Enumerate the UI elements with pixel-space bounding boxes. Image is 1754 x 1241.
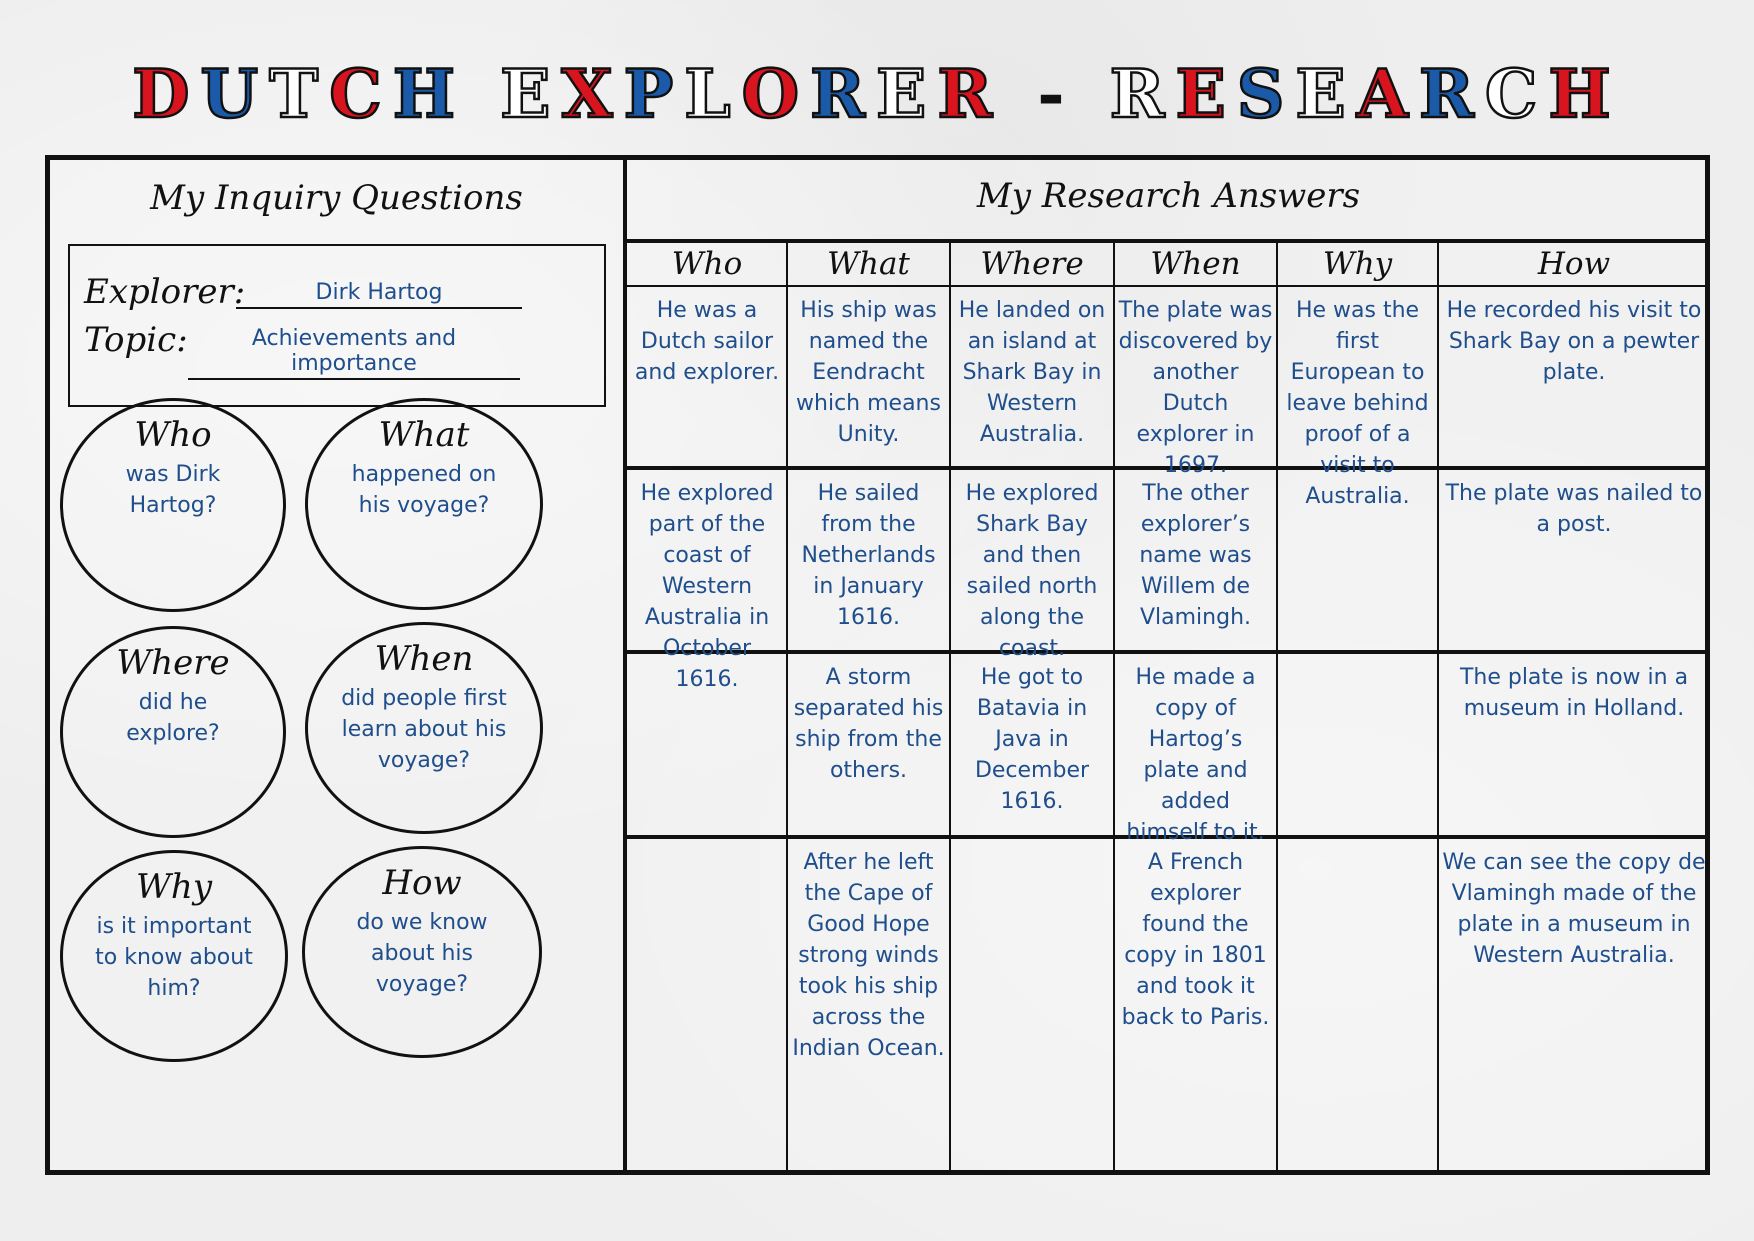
- answer-cell: The plate was discovered by another Dutch explorer in 1697.: [1118, 298, 1273, 478]
- worksheet-frame: [45, 155, 1710, 1175]
- title-letter: T: [269, 55, 330, 133]
- question-circle-where: [60, 626, 286, 838]
- question-text: happened on his voyage?: [351, 462, 497, 518]
- question-text: did people first learn about his voyage?: [341, 686, 507, 773]
- answers-grid: [627, 241, 1710, 1170]
- answer-cell: A storm separated his ship from the others.: [793, 665, 944, 783]
- question-word: Why: [135, 867, 213, 907]
- question-text: is it important to know about him?: [95, 914, 253, 1001]
- answer-cell: His ship was named the Eendracht which means Unity.: [796, 298, 941, 447]
- title-letter: -: [1037, 55, 1076, 133]
- title-letter: D: [132, 55, 201, 133]
- question-circle-when: [305, 622, 543, 834]
- page-title: [0, 55, 1754, 133]
- question-word: What: [378, 415, 470, 455]
- answer-cell: He was the first European to leave behind proof of a visit to Australia.: [1286, 298, 1429, 509]
- title-letter: R: [1418, 55, 1485, 133]
- title-letter: E: [500, 55, 562, 133]
- answer-cell: [627, 654, 787, 835]
- answer-cell: After he left the Cape of Good Hope strong winds took his ship across the Indian Ocean.: [792, 850, 945, 1061]
- answer-cell: The other explorer’s name was Willem de Vlamingh.: [1139, 481, 1252, 630]
- answer-cell: He was a Dutch sailor and explorer.: [634, 298, 780, 385]
- answer-cell: He made a copy of Hartog’s plate and added himself to it.: [1126, 665, 1265, 845]
- column-header-what: What: [827, 246, 910, 282]
- title-letter: P: [623, 55, 685, 133]
- title-letter: H: [392, 55, 467, 133]
- title-letter: E: [876, 55, 938, 133]
- title-letter: [1076, 55, 1110, 133]
- answer-cell: [950, 839, 1114, 1168]
- title-letter: R: [937, 55, 1004, 133]
- explorer-topic-box: [68, 244, 606, 407]
- answer-cell: The plate was nailed to a post.: [1445, 481, 1703, 537]
- column-header-how: How: [1537, 246, 1611, 282]
- answer-cell: [627, 839, 787, 1168]
- title-letter: O: [741, 55, 811, 133]
- answer-cell: He recorded his visit to Shark Bay on a pewter plate.: [1446, 298, 1702, 385]
- answer-cell: He landed on an island at Shark Bay in Western Australia.: [958, 298, 1106, 447]
- title-letter: U: [200, 55, 270, 133]
- answer-cell: He sailed from the Netherlands in January 1616.: [801, 481, 936, 630]
- column-header-where: Where: [980, 246, 1084, 282]
- question-circle-who: [60, 398, 286, 612]
- answer-cell: We can see the copy de Vlamingh made of the plate in a museum in Western Australia.: [1442, 850, 1706, 968]
- title-letter: C: [1484, 55, 1549, 133]
- title-letter: R: [1109, 55, 1176, 133]
- question-word: Where: [116, 643, 230, 683]
- answer-cell: He explored part of the coast of Western Australia in October 1616.: [640, 481, 774, 692]
- column-header-when: When: [1150, 246, 1241, 282]
- question-circle-what: [305, 398, 543, 610]
- answer-cell: A French explorer found the copy in 1801 and took it back to Paris.: [1121, 850, 1270, 1030]
- answer-cell: He got to Batavia in Java in December 1616.: [974, 665, 1090, 814]
- title-letter: E: [1175, 55, 1237, 133]
- inquiry-questions-heading: My Inquiry Questions: [150, 178, 523, 218]
- title-letter: S: [1236, 55, 1296, 133]
- title-letter: L: [684, 55, 742, 133]
- research-answers-heading: My Research Answers: [976, 176, 1361, 216]
- topic-field[interactable]: Achievements and importance: [188, 326, 520, 380]
- topic-label: Topic:: [84, 320, 188, 360]
- explorer-field[interactable]: Dirk Hartog: [236, 280, 522, 309]
- question-word: When: [374, 639, 474, 679]
- question-text: did he explore?: [126, 690, 220, 746]
- question-circle-why: [60, 850, 288, 1062]
- answer-cell: He explored Shark Bay and then sailed north along the coast.: [965, 481, 1099, 661]
- answer-cell: [1277, 839, 1438, 1168]
- title-letter: X: [561, 55, 624, 133]
- title-letter: E: [1295, 55, 1357, 133]
- question-text: do we know about his voyage?: [356, 910, 488, 997]
- answer-cell: [1277, 470, 1438, 650]
- title-letter: A: [1356, 55, 1419, 133]
- title-letter: [1003, 55, 1037, 133]
- question-word: How: [382, 863, 462, 903]
- column-header-who: Who: [671, 246, 743, 282]
- title-letter: R: [810, 55, 877, 133]
- question-text: was Dirk Hartog?: [125, 462, 221, 518]
- explorer-label: Explorer:: [84, 272, 246, 312]
- question-word: Who: [134, 415, 212, 455]
- title-letter: [466, 55, 500, 133]
- column-header-why: Why: [1322, 246, 1393, 282]
- question-circle-how: [302, 846, 542, 1058]
- title-letter: H: [1548, 55, 1622, 133]
- answer-cell: The plate is now in a museum in Holland.: [1459, 665, 1689, 721]
- title-letter: C: [329, 55, 393, 133]
- answer-cell: [1277, 654, 1438, 835]
